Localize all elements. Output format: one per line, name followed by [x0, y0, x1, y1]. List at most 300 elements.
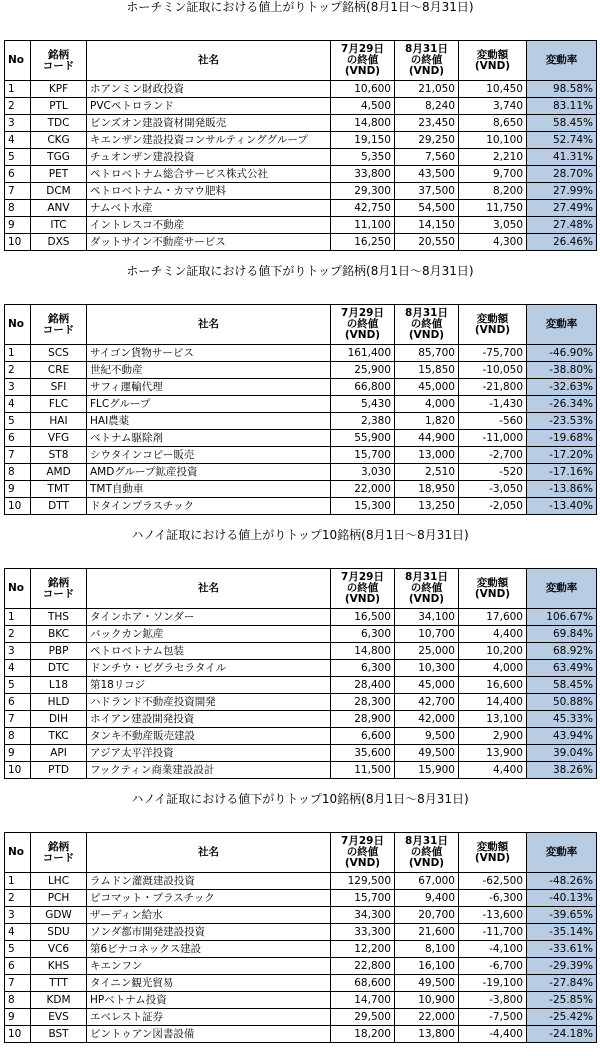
stock-code: EVS [31, 1009, 87, 1026]
close-price-aug31: 21,600 [395, 924, 459, 941]
close-price-jul29: 33,300 [331, 924, 395, 941]
price-change: -3,050 [459, 481, 527, 498]
row-number: 5 [5, 941, 31, 958]
change-rate: 58.45% [527, 115, 597, 132]
header-close-jul29-line2: の終値 [346, 582, 379, 594]
stock-code: ANV [31, 200, 87, 217]
header-code-line1: 銘柄 [48, 576, 69, 589]
change-rate: -26.34% [527, 396, 597, 413]
company-name: サフィ運輸代理 [87, 379, 331, 396]
change-rate: 58.45% [527, 677, 597, 694]
change-rate: 28.70% [527, 166, 597, 183]
price-change: 16,600 [459, 677, 527, 694]
change-rate: 41.31% [527, 149, 597, 166]
header-name [87, 569, 331, 609]
table-row [5, 166, 597, 183]
close-price-aug31: 8,240 [395, 98, 459, 115]
table-row [5, 430, 597, 447]
stock-code: ST8 [31, 447, 87, 464]
price-change: -4,400 [459, 1026, 527, 1043]
row-number: 2 [5, 98, 31, 115]
header-no [5, 569, 31, 609]
close-price-aug31: 45,000 [395, 379, 459, 396]
table-row [5, 81, 597, 98]
close-price-jul29: 55,900 [331, 430, 395, 447]
table-row [5, 660, 597, 677]
stock-code: TDC [31, 115, 87, 132]
change-rate: 83.11% [527, 98, 597, 115]
stock-code: HAI [31, 413, 87, 430]
section-title: ハノイ証取における値下がりトップ10銘柄(8月1日〜8月31日) [131, 792, 469, 806]
stock-code: SCS [31, 345, 87, 362]
change-rate: 69.84% [527, 626, 597, 643]
change-rate: -48.26% [527, 873, 597, 890]
row-number: 9 [5, 745, 31, 762]
row-number: 3 [5, 379, 31, 396]
row-number: 8 [5, 992, 31, 1009]
row-number: 4 [5, 660, 31, 677]
header-close-aug31 [395, 305, 459, 345]
change-rate: -17.20% [527, 447, 597, 464]
table-row [5, 1026, 597, 1043]
price-change: -75,700 [459, 345, 527, 362]
close-price-aug31: 54,500 [395, 200, 459, 217]
header-code [31, 833, 87, 873]
stock-code: GDW [31, 907, 87, 924]
header-code-line1: 銘柄 [48, 48, 69, 61]
header-close-jul29-line3: (VND) [344, 65, 381, 77]
company-name: ドンチウ・ビグラセラタイル [87, 660, 331, 677]
price-change: -560 [459, 413, 527, 430]
stock-code: PTD [31, 762, 87, 779]
price-change: 9,700 [459, 166, 527, 183]
close-price-aug31: 34,100 [395, 609, 459, 626]
row-number: 1 [5, 609, 31, 626]
stock-code: PTL [31, 98, 87, 115]
close-price-aug31: 10,300 [395, 660, 459, 677]
company-name: 第6ビナコネックス建設 [87, 941, 331, 958]
header-change-rate [527, 569, 597, 609]
price-change: 8,200 [459, 183, 527, 200]
row-number: 9 [5, 481, 31, 498]
row-number: 7 [5, 975, 31, 992]
row-number: 7 [5, 711, 31, 728]
row-number: 2 [5, 890, 31, 907]
change-rate: 45.33% [527, 711, 597, 728]
close-price-aug31: 13,000 [395, 447, 459, 464]
change-rate: 43.94% [527, 728, 597, 745]
row-number: 2 [5, 362, 31, 379]
company-name: ペトロベトナム・カマウ肥料 [87, 183, 331, 200]
close-price-aug31: 29,250 [395, 132, 459, 149]
stock-code: TTT [31, 975, 87, 992]
header-close-jul29-line3: (VND) [344, 329, 381, 341]
header-change-line2: (VND) [474, 59, 511, 72]
close-price-aug31: 22,000 [395, 1009, 459, 1026]
row-number: 10 [5, 498, 31, 515]
header-name-label: 社名 [198, 846, 219, 858]
table-row [5, 1009, 597, 1026]
row-number: 5 [5, 677, 31, 694]
change-rate: 39.04% [527, 745, 597, 762]
close-price-jul29: 6,600 [331, 728, 395, 745]
header-name [87, 833, 331, 873]
header-close-jul29 [331, 41, 395, 81]
header-close-aug31-line2: の終値 [410, 846, 443, 858]
close-price-aug31: 42,000 [395, 711, 459, 728]
section-title: ホーチミン証取における値下がりトップ銘柄(8月1日〜8月31日) [126, 264, 474, 278]
header-no [5, 41, 31, 81]
row-number: 2 [5, 626, 31, 643]
company-name: ペトロベトナム総合サービス株式公社 [87, 166, 331, 183]
close-price-aug31: 15,850 [395, 362, 459, 379]
header-close-jul29 [331, 569, 395, 609]
header-name [87, 305, 331, 345]
company-name: イントレスコ不動産 [87, 217, 331, 234]
header-no-label: No [8, 54, 25, 66]
company-name: サイゴン貨物サービス [87, 345, 331, 362]
row-number: 6 [5, 958, 31, 975]
company-name: ベトナム駆除剤 [87, 430, 331, 447]
header-change-rate [527, 833, 597, 873]
table-row [5, 992, 597, 1009]
company-name: HAI農薬 [87, 413, 331, 430]
change-rate: 38.26% [527, 762, 597, 779]
price-change: 2,900 [459, 728, 527, 745]
change-rate: 98.58% [527, 81, 597, 98]
close-price-jul29: 5,350 [331, 149, 395, 166]
stock-code: DTC [31, 660, 87, 677]
header-close-jul29-line1: 7月29日 [341, 307, 384, 319]
close-price-aug31: 2,510 [395, 464, 459, 481]
close-price-aug31: 42,700 [395, 694, 459, 711]
price-change: -7,500 [459, 1009, 527, 1026]
stock-code: CKG [31, 132, 87, 149]
close-price-aug31: 85,700 [395, 345, 459, 362]
header-code [31, 305, 87, 345]
row-number: 3 [5, 907, 31, 924]
table-row [5, 694, 597, 711]
stock-table [4, 568, 597, 779]
header-close-jul29 [331, 833, 395, 873]
close-price-aug31: 44,900 [395, 430, 459, 447]
price-change: 2,210 [459, 149, 527, 166]
header-close-jul29-line3: (VND) [344, 593, 381, 605]
close-price-jul29: 22,000 [331, 481, 395, 498]
table-row [5, 498, 597, 515]
header-close-aug31-line3: (VND) [408, 593, 445, 605]
table-row [5, 464, 597, 481]
close-price-jul29: 161,400 [331, 345, 395, 362]
table-row [5, 626, 597, 643]
header-change-rate-label: 変動率 [545, 318, 578, 330]
stock-code: CRE [31, 362, 87, 379]
stock-code: DTT [31, 498, 87, 515]
close-price-jul29: 15,300 [331, 498, 395, 515]
company-name: シウタインコピー販売 [87, 447, 331, 464]
table-row [5, 115, 597, 132]
company-name: ペトロベトナム包装 [87, 643, 331, 660]
company-name: ホイアン建設開発投資 [87, 711, 331, 728]
change-rate: -23.53% [527, 413, 597, 430]
header-close-aug31-line1: 8月31日 [405, 571, 448, 583]
company-name: ハドランド不動産投資開発 [87, 694, 331, 711]
close-price-jul29: 68,600 [331, 975, 395, 992]
header-change-line2: (VND) [474, 851, 511, 864]
close-price-aug31: 16,100 [395, 958, 459, 975]
price-change: -19,100 [459, 975, 527, 992]
close-price-jul29: 22,800 [331, 958, 395, 975]
close-price-jul29: 15,700 [331, 447, 395, 464]
change-rate: -25.85% [527, 992, 597, 1009]
change-rate: 27.99% [527, 183, 597, 200]
close-price-aug31: 49,500 [395, 745, 459, 762]
company-name: 世紀不動産 [87, 362, 331, 379]
table-row [5, 149, 597, 166]
close-price-jul29: 14,700 [331, 992, 395, 1009]
stock-code: VFG [31, 430, 87, 447]
close-price-aug31: 43,500 [395, 166, 459, 183]
header-name [87, 41, 331, 81]
price-change: 13,900 [459, 745, 527, 762]
close-price-aug31: 25,000 [395, 643, 459, 660]
company-name: TMT自動車 [87, 481, 331, 498]
header-close-aug31-line3: (VND) [408, 65, 445, 77]
header-code-line2: コード [42, 851, 75, 864]
close-price-jul29: 4,500 [331, 98, 395, 115]
table-row [5, 481, 597, 498]
price-change: 4,400 [459, 762, 527, 779]
close-price-aug31: 21,050 [395, 81, 459, 98]
company-name: チュオンザン建設投資 [87, 149, 331, 166]
table-row [5, 98, 597, 115]
close-price-aug31: 10,900 [395, 992, 459, 1009]
stock-code: KHS [31, 958, 87, 975]
stock-code: HLD [31, 694, 87, 711]
company-name: タンキ不動産販売建設 [87, 728, 331, 745]
header-close-aug31-line3: (VND) [408, 329, 445, 341]
header-change-line2: (VND) [474, 323, 511, 336]
table-row [5, 762, 597, 779]
close-price-jul29: 11,100 [331, 217, 395, 234]
close-price-jul29: 3,030 [331, 464, 395, 481]
stock-code: TMT [31, 481, 87, 498]
row-number: 1 [5, 81, 31, 98]
close-price-jul29: 19,150 [331, 132, 395, 149]
row-number: 4 [5, 924, 31, 941]
header-name-label: 社名 [198, 54, 219, 66]
stock-code: LHC [31, 873, 87, 890]
header-close-jul29-line1: 7月29日 [341, 835, 384, 847]
price-change: -4,100 [459, 941, 527, 958]
change-rate: -25.42% [527, 1009, 597, 1026]
price-change: 4,000 [459, 660, 527, 677]
close-price-jul29: 2,380 [331, 413, 395, 430]
price-change: -11,000 [459, 430, 527, 447]
price-change: 10,450 [459, 81, 527, 98]
table-row [5, 907, 597, 924]
table-row [5, 200, 597, 217]
price-change: 10,100 [459, 132, 527, 149]
table-row [5, 745, 597, 762]
company-name: ビンズオン建設資材開発販売 [87, 115, 331, 132]
stock-code: TKC [31, 728, 87, 745]
close-price-aug31: 8,100 [395, 941, 459, 958]
company-name: ラムドン灌漑建設投資 [87, 873, 331, 890]
header-code [31, 41, 87, 81]
hanoi-gainers-section [0, 528, 600, 792]
change-rate: 106.67% [527, 609, 597, 626]
table-row [5, 379, 597, 396]
close-price-aug31: 13,800 [395, 1026, 459, 1043]
company-name: タイニン観光貿易 [87, 975, 331, 992]
header-name-label: 社名 [198, 582, 219, 594]
close-price-jul29: 14,800 [331, 115, 395, 132]
company-name: ビントゥアン図書設備 [87, 1026, 331, 1043]
stock-code: FLC [31, 396, 87, 413]
price-change: -62,500 [459, 873, 527, 890]
header-change-rate [527, 305, 597, 345]
header-close-jul29-line1: 7月29日 [341, 43, 384, 55]
header-close-aug31-line1: 8月31日 [405, 835, 448, 847]
table-row [5, 677, 597, 694]
stock-code: SDU [31, 924, 87, 941]
close-price-jul29: 16,500 [331, 609, 395, 626]
stock-table [4, 40, 597, 251]
row-number: 1 [5, 873, 31, 890]
close-price-aug31: 1,820 [395, 413, 459, 430]
header-change-rate-label: 変動率 [545, 54, 578, 66]
stock-table [4, 304, 597, 515]
table-row [5, 447, 597, 464]
company-name: FLCグループ [87, 396, 331, 413]
close-price-jul29: 6,300 [331, 660, 395, 677]
close-price-jul29: 16,250 [331, 234, 395, 251]
price-change: 17,600 [459, 609, 527, 626]
price-change: -13,600 [459, 907, 527, 924]
change-rate: 27.49% [527, 200, 597, 217]
close-price-jul29: 11,500 [331, 762, 395, 779]
price-change: -10,050 [459, 362, 527, 379]
header-change [459, 41, 527, 81]
table-row [5, 362, 597, 379]
header-code-line1: 銘柄 [48, 312, 69, 325]
change-rate: 52.74% [527, 132, 597, 149]
company-name: フックティン商業建設設計 [87, 762, 331, 779]
company-name: タインホア・ソンダー [87, 609, 331, 626]
header-close-jul29-line2: の終値 [346, 318, 379, 330]
close-price-aug31: 7,560 [395, 149, 459, 166]
close-price-aug31: 15,900 [395, 762, 459, 779]
close-price-aug31: 14,150 [395, 217, 459, 234]
row-number: 8 [5, 200, 31, 217]
header-close-aug31 [395, 833, 459, 873]
close-price-jul29: 42,750 [331, 200, 395, 217]
change-rate: -13.40% [527, 498, 597, 515]
header-no-label: No [8, 846, 25, 858]
header-close-aug31 [395, 569, 459, 609]
header-change-rate [527, 41, 597, 81]
row-number: 8 [5, 464, 31, 481]
change-rate: -17.16% [527, 464, 597, 481]
price-change: -2,700 [459, 447, 527, 464]
change-rate: 68.92% [527, 643, 597, 660]
table-row [5, 924, 597, 941]
stock-code: AMD [31, 464, 87, 481]
header-change-rate-label: 変動率 [545, 582, 578, 594]
close-price-jul29: 129,500 [331, 873, 395, 890]
change-rate: -46.90% [527, 345, 597, 362]
header-close-aug31-line2: の終値 [410, 54, 443, 66]
close-price-aug31: 20,550 [395, 234, 459, 251]
change-rate: -27.84% [527, 975, 597, 992]
price-change: -520 [459, 464, 527, 481]
close-price-aug31: 45,000 [395, 677, 459, 694]
close-price-jul29: 35,600 [331, 745, 395, 762]
close-price-aug31: 13,250 [395, 498, 459, 515]
row-number: 10 [5, 234, 31, 251]
close-price-aug31: 4,000 [395, 396, 459, 413]
header-close-jul29-line3: (VND) [344, 857, 381, 869]
stock-code: BKC [31, 626, 87, 643]
header-code-line2: コード [42, 59, 75, 72]
header-code-line2: コード [42, 323, 75, 336]
header-change [459, 833, 527, 873]
header-close-jul29-line1: 7月29日 [341, 571, 384, 583]
close-price-jul29: 28,400 [331, 677, 395, 694]
close-price-jul29: 66,800 [331, 379, 395, 396]
change-rate: 50.88% [527, 694, 597, 711]
stock-code: L18 [31, 677, 87, 694]
header-row [5, 833, 597, 873]
close-price-aug31: 20,700 [395, 907, 459, 924]
company-name: 第18リコジ [87, 677, 331, 694]
close-price-aug31: 37,500 [395, 183, 459, 200]
hanoi-losers-section [0, 792, 600, 1056]
table-row [5, 975, 597, 992]
company-name: アジア太平洋投資 [87, 745, 331, 762]
stock-code: API [31, 745, 87, 762]
row-number: 6 [5, 430, 31, 447]
company-name: PVCペトロランド [87, 98, 331, 115]
close-price-aug31: 9,500 [395, 728, 459, 745]
change-rate: -33.61% [527, 941, 597, 958]
header-change-line2: (VND) [474, 587, 511, 600]
header-row [5, 41, 597, 81]
close-price-jul29: 15,700 [331, 890, 395, 907]
price-change: -21,800 [459, 379, 527, 396]
stock-code: SFI [31, 379, 87, 396]
close-price-jul29: 10,600 [331, 81, 395, 98]
close-price-jul29: 29,300 [331, 183, 395, 200]
header-change-line1: 変動額 [476, 48, 509, 61]
stock-table [4, 832, 597, 1043]
close-price-jul29: 33,800 [331, 166, 395, 183]
header-close-jul29 [331, 305, 395, 345]
change-rate: -39.65% [527, 907, 597, 924]
stock-code: VC6 [31, 941, 87, 958]
price-change: 4,400 [459, 626, 527, 643]
price-change: 10,200 [459, 643, 527, 660]
price-change: -3,800 [459, 992, 527, 1009]
table-row [5, 183, 597, 200]
change-rate: 27.48% [527, 217, 597, 234]
close-price-jul29: 34,300 [331, 907, 395, 924]
stock-code: KPF [31, 81, 87, 98]
change-rate: -38.80% [527, 362, 597, 379]
price-change: -11,700 [459, 924, 527, 941]
table-row [5, 132, 597, 149]
